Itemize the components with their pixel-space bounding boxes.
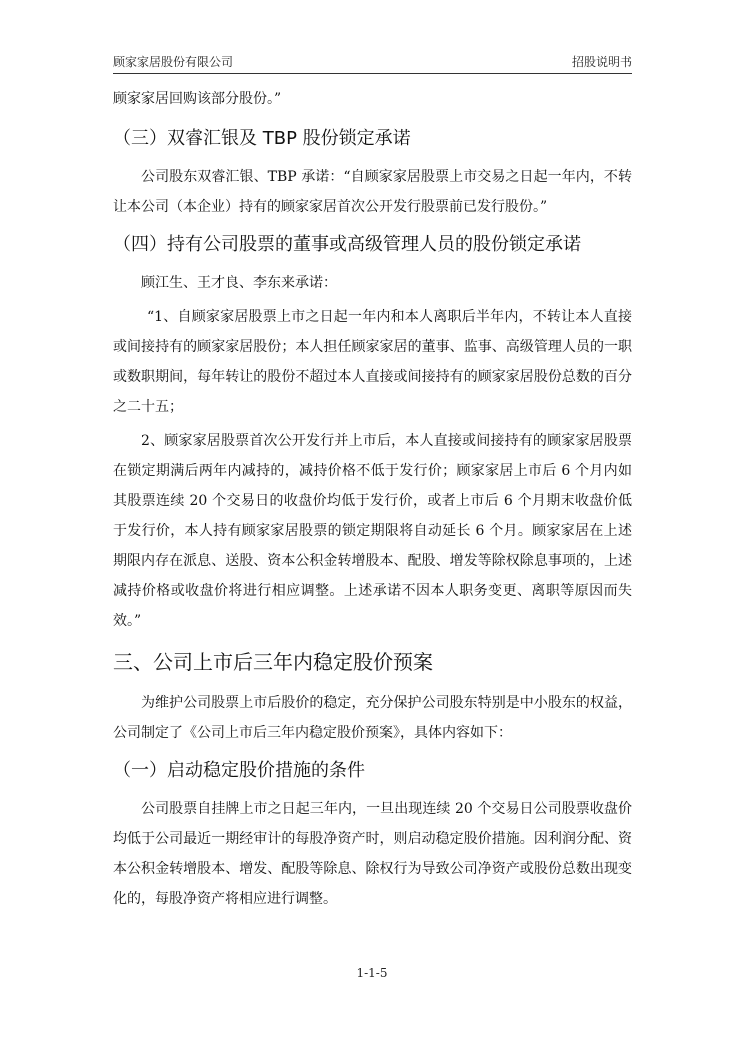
header-divider [113,73,632,74]
part-heading-stabilization: 三、公司上市后三年内稳定股价预案 [113,650,433,674]
conditions-paragraph: 公司股票自挂牌上市之日起三年内，一旦出现连续 20 个交易日公司股票收盘价均低于公司最近一期经审计的每股净资产时，则启动稳定股价措施。因利润分配、资本公积金转增股本、增发、配股等除息、除权行为导致公司净资产或股份总数出现变化的，每股净资产将相应进行调整。 [113,801,632,907]
continued-paragraph: 顾家家居回购该部分股份。” [113,91,282,107]
section-heading-directors: （四）持有公司股票的董事或高级管理人员的股份锁定承诺 [113,234,581,255]
header-company-name: 顾家家居股份有限公司 [113,55,234,69]
shuangrui-commitment-paragraph: 公司股东双睿汇银、TBP 承诺：“自顾家家居股票上市交易之日起一年内，不转让本公司（本企业）持有的顾家家居首次公开发行股票前已发行股份。” [113,169,632,215]
header-document-type: 招股说明书 [571,55,632,69]
commitment-item-2: 2、顾家家居股票首次公开发行并上市后，本人直接或间接持有的顾家家居股票在锁定期满后两年内减持的，减持价格不低于发行价；顾家家居上市后 6 个月内如其股票连续 20 个交易日的收盘价均低于发行价，或者上市后 6 个月期末收盘价低于发行价，本人持有顾家家居股票的锁定期限将自动延长 6 个月。顾家家居在上述期限内存在派息、送股、资本公积金转增股本、配股、增发等除权除息事项的，上述减持价格或收盘价将进行相应调整。上述承诺不因本人职务变更、离职等原因而失效。” [113,433,632,629]
section-heading-shuangrui: （三）双睿汇银及 TBP 股份锁定承诺 [113,128,411,149]
page-body [113,84,632,914]
stabilization-intro-paragraph: 为维护公司股票上市后股价的稳定，充分保护公司股东特别是中小股东的权益，公司制定了《公司上市后三年内稳定股价预案》，具体内容如下： [113,695,632,741]
commitment-item-1: “1、自顾家家居股票上市之日起一年内和本人离职后半年内，不转让本人直接或间接持有的顾家家居股份；本人担任顾家家居的董事、监事、高级管理人员的一职或数职期间，每年转让的股份不超过本人直接或间接持有的顾家家居股份总数的百分之二十五； [113,309,632,415]
page-number: 1-1-5 [356,966,388,980]
subsection-heading-conditions: （一）启动稳定股价措施的条件 [113,760,365,781]
directors-names-paragraph: 顾江生、王才良、李东来承诺： [141,275,337,291]
page-header [113,52,632,72]
